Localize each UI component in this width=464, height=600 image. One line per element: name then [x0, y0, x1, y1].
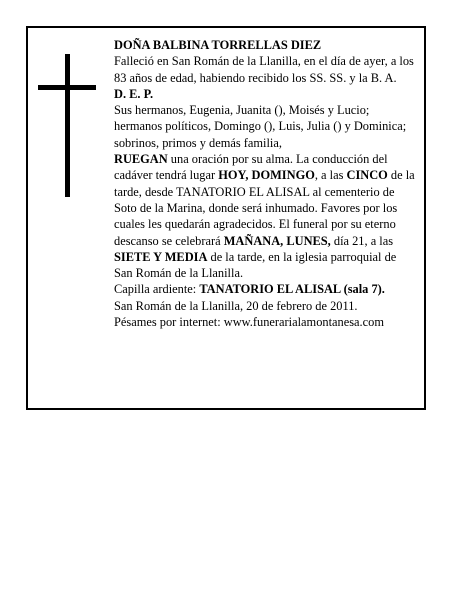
at-the: , a las	[314, 168, 347, 183]
procession-text: de la tarde, desde TANATORIO EL ALISAL al cementerio de Soto de la Marina, donde será inhumado. Favores por los cuales les quedarán agradecidos. El funeral por su eterno descanso se celebrará	[114, 168, 415, 248]
cross-icon	[65, 54, 70, 197]
funeral-place: de la tarde, en la iglesia parroquial de San Román de la Llanilla.	[114, 249, 397, 281]
condolences-line: Pésames por internet: www.funerarialamontanesa.com	[114, 315, 384, 330]
burial-time: CINCO	[346, 168, 388, 183]
rip-line: D. E. P.	[114, 86, 154, 101]
funeral-time: SIETE Y MEDIA	[114, 249, 208, 264]
death-notice: Falleció en San Román de la Llanilla, en el día de ayer, a los 83 años de edad, habiendo recibido los SS. SS. y la B. A.	[114, 54, 414, 85]
place-date: San Román de la Llanilla, 20 de febrero de 2011.	[114, 298, 358, 313]
chapel-line	[114, 281, 416, 297]
funeral-date: día 21, a las	[330, 233, 394, 248]
ruegan-label: RUEGAN	[114, 152, 168, 167]
family-list: Sus hermanos, Eugenia, Juanita (), Moisés y Lucio; hermanos políticos, Domingo (), Luis, Julia () y Dominica; sobrinos, primos y demás familia,	[114, 103, 407, 150]
chapel-label: Capilla ardiente:	[114, 282, 200, 297]
burial-day: HOY, DOMINGO	[218, 168, 315, 183]
cross-icon-bar	[38, 85, 96, 90]
obituary-text	[114, 37, 416, 330]
funeral-details	[114, 151, 416, 281]
funeral-day: MAÑANA, LUNES,	[223, 233, 331, 248]
prayer-request: una oración por su alma. La conducción del cadáver tendrá lugar	[114, 152, 388, 183]
deceased-name: DOÑA BALBINA TORRELLAS DIEZ	[114, 38, 322, 52]
chapel-name: TANATORIO EL ALISAL (sala 7).	[199, 282, 385, 297]
